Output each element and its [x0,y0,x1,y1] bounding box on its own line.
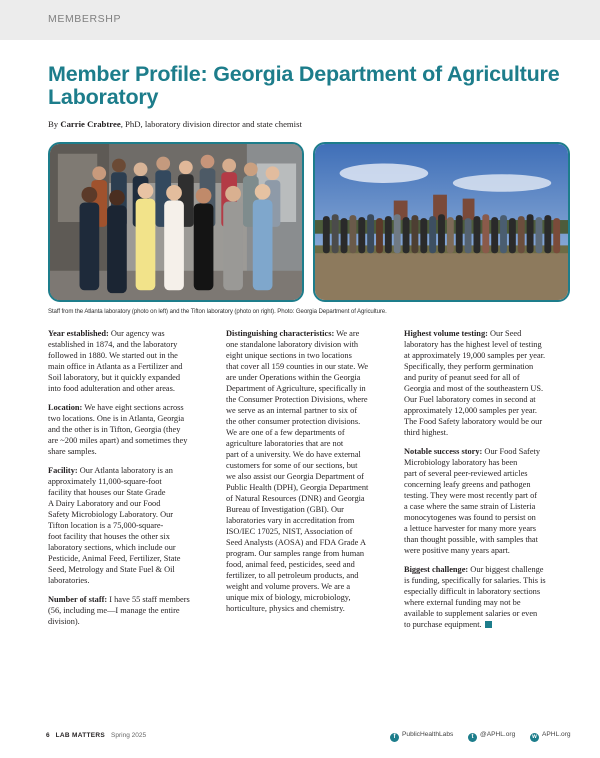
location-heading: Location: [48,403,83,412]
text-line: Our agency was [108,329,165,338]
text-line: Public Health (DPH), Georgia Department [226,483,369,492]
photo-caption: Staff from the Atlanta laboratory (photo on left) and the Tifton laboratory (photo on right). Photo: Georgia Department of Agriculture. [48,308,387,315]
column-1 [48,328,216,635]
text-line: We are one of a few departments of [226,428,345,437]
text-line: followed in 1880. We started out in the [48,351,178,360]
text-line: Our Atlanta laboratory is an [77,466,173,475]
column-3 [404,328,572,638]
biggest-challenge-heading: Biggest challenge: [404,565,469,574]
facility-paragraph [48,465,216,586]
text-line: testing. They were most recently part of [404,491,538,500]
text-line: division). [48,617,80,626]
text-line: were positive many years apart. [404,546,510,555]
text-line: established in 1874, and the laboratory [48,340,178,349]
text-line: fertilizer, to all petroleum products, and [226,571,359,580]
title-line-1: Member Profile: Georgia Department of Agriculture [48,62,560,86]
text-line: The Food Safety laboratory would be our [404,417,543,426]
text-line: Georgia and most of the southeastern US. [404,384,544,393]
highest-volume-heading: Highest volume testing: [404,329,488,338]
location-paragraph [48,402,216,457]
text-line: Safety Microbiology Laboratory. Our [48,510,174,519]
issue-date: Spring 2025 [111,732,147,739]
website-url: APHL.org [542,731,571,738]
twitter-handle: @APHL.org [480,731,516,738]
text-line: especially difficult in laboratory sections [404,587,541,596]
text-line: that cover all 159 counties in our state. We [226,362,369,371]
text-line: the Consumer Protection Divisions, where [226,395,368,404]
text-line: program. Our samples range from human [226,549,365,558]
text-line: concerning leafy greens and pathogen [404,480,531,489]
text-line: into food adulteration and other areas. [48,384,175,393]
text-line: monocytogenes was found to persist on [404,513,536,522]
text-line: a case where the same strain of Listeria [404,502,536,511]
text-line: unique mix of biology, microbiology, [226,593,351,602]
text-line: Soil laboratory, but it quickly expanded [48,373,181,382]
atlanta-staff-photo [48,142,304,302]
text-line: Department of Agriculture, specifically in [226,384,366,393]
text-line: weight and volume provers. We are a [226,582,351,591]
text-line: agriculture laboratories that are not [226,439,344,448]
end-of-article-square-icon [485,621,492,628]
text-line: main office in Atlanta as a Fertilizer and [48,362,183,371]
page-number: 6 [46,732,50,739]
text-line: are under Operations within the Georgia [226,373,361,382]
text-line: I have 55 staff members [107,595,190,604]
text-line: Seed Analysts (AOSA) and FDA Grade A [226,538,366,547]
text-line: we serve as an internal partner to six of [226,406,358,415]
byline-suffix: , PhD, laboratory division director and state chemist [120,119,302,129]
text-line: where external funding may not be [404,598,521,607]
text-line: at approximately 19,000 samples per year. [404,351,546,360]
year-established-heading: Year established: [48,329,109,338]
staff-count-heading: Number of staff: [48,595,108,604]
facility-heading: Facility: [48,466,78,475]
facebook-icon: f [390,733,399,742]
year-established-paragraph [48,328,216,394]
text-line: laboratory sections, which include our [48,543,176,552]
title-line-2: Laboratory [48,85,159,109]
twitter-link[interactable] [468,731,515,742]
web-icon: w [530,733,539,742]
highest-volume-paragraph [404,328,572,438]
text-line: (56, including me—I manage the entire [48,606,180,615]
text-line: available to supplement salaries or even [404,609,538,618]
biggest-challenge-paragraph [404,564,572,630]
text-line: eight unique sections in two locations [226,351,352,360]
text-line: to purchase equipment. [404,620,482,629]
text-line: share samples. [48,447,97,456]
text-line: Tifton location is a 75,000-square- [48,521,164,530]
folio [46,732,146,739]
text-line: horticulture, physics and chemistry. [226,604,345,613]
text-line: Pesticide, Animal Feed, Fertilizer, State [48,554,181,563]
text-line: Microbiology laboratory has been [404,458,518,467]
text-line: approximately 12,000 samples per year. [404,406,537,415]
text-line: laboratories. [48,576,90,585]
text-line: food, animal feed, pesticides, seed and [226,560,355,569]
twitter-icon: t [468,733,477,742]
text-line: foot facility that houses the other six [48,532,170,541]
text-line: ISO/IEC 17025, NIST, Association of [226,527,353,536]
text-line: approximately 11,000-square-foot [48,477,162,486]
text-line: we also assist our Georgia Department of [226,472,364,481]
text-line: We have eight sections across [82,403,184,412]
tifton-staff-photo [313,142,570,302]
text-line: We are [334,329,360,338]
text-line: one standalone laboratory division with [226,340,359,349]
text-line: Our Seed [487,329,522,338]
text-line: customers for some of our sections, but [226,461,358,470]
website-link[interactable] [530,731,571,742]
text-line: Seed, Metrology and State Fuel & Oil [48,565,175,574]
text-line: the other consumer protection divisions. [226,417,361,426]
text-line: a lettuce harvester for many more years [404,524,537,533]
text-line: is funding, specifically for salaries. This is [404,576,546,585]
page-title [48,63,568,109]
text-line: part of several peer-reviewed articles [404,469,528,478]
text-line: and the other is in Tifton, Georgia (they [48,425,181,434]
success-story-heading: Notable success story: [404,447,483,456]
distinguishing-heading: Distinguishing characteristics: [226,329,335,338]
text-line: facility that houses our State Grade [48,488,166,497]
text-line: of Natural Resources (DNR) and Georgia [226,494,365,503]
distinguishing-paragraph [226,328,394,614]
success-story-paragraph [404,446,572,556]
text-line: A Dairy Laboratory and our Food [48,499,161,508]
text-line: laboratory has the highest level of testing [404,340,542,349]
staff-count-paragraph [48,594,216,627]
text-line: Our Fuel laboratory comes in second at [404,395,536,404]
text-line: than thought possible, with samples that [404,535,538,544]
facebook-handle: PublicHealthLabs [402,731,454,738]
byline-prefix: By [48,119,61,129]
text-line: part of a university. We do have external [226,450,361,459]
text-line: laboratories vary in accreditation from [226,516,355,525]
text-line: Bureau of Investigation (GBI). Our [226,505,344,514]
page-footer [0,724,600,754]
text-line: Our biggest challenge [468,565,544,574]
byline [48,119,302,129]
section-band [0,0,600,40]
byline-author: Carrie Crabtree [60,119,121,129]
text-line: Specifically, they perform germination [404,362,534,371]
text-line: third highest. [404,428,449,437]
text-line: are ~200 miles apart) and sometimes they [48,436,188,445]
publication-name: LAB MATTERS [55,732,106,739]
section-label: MEMBERSHP [48,13,122,25]
column-2 [226,328,394,622]
text-line: and purity of peanut seed for all of [404,373,520,382]
text-line: Our Food Safety [482,447,541,456]
facebook-link[interactable] [390,731,453,742]
text-line: two locations. One is in Atlanta, Georgia [48,414,185,423]
